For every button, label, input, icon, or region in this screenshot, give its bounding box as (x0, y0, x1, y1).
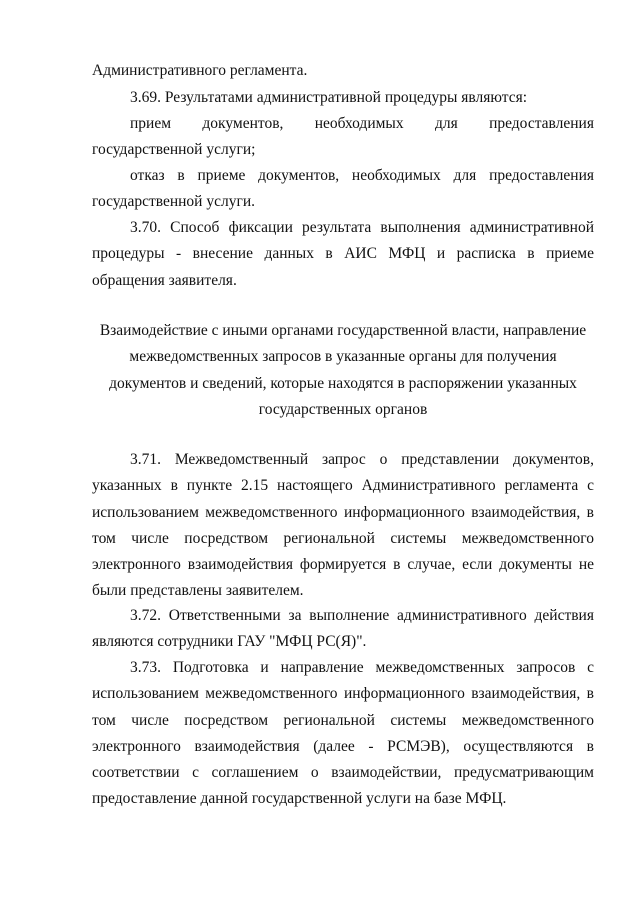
paragraph-3-69: 3.69. Результатами административной процедуры являются: (130, 89, 528, 106)
paragraph-result-refusal: отказ в приеме документов, необходимых для предоставления государственной услуги. (92, 167, 594, 211)
paragraph-3-72: 3.72. Ответственными за выполнение административного действия являются сотрудники ГАУ "МФЦ РС(Я)". (92, 607, 594, 651)
paragraph-3-71: 3.71. Межведомственный запрос о представлении документов, указанных в пункте 2.15 настоящего Административного регламента с использованием межведомственного информационного взаимодействия, в том числе посредством региональной системы межведомственного электронного взаимодействия формируется в случае, если документы не были представлены заявителем. (92, 451, 594, 600)
paragraph-3-70: 3.70. Способ фиксации результата выполнения административной процедуры - внесение данных в АИС МФЦ и расписка в приеме обращения заявителя. (92, 219, 594, 289)
paragraph-3-73: 3.73. Подготовка и направление межведомственных запросов с использованием межведомственного информационного взаимодействия, в том числе посредством региональной системы межведомственного электронного взаимодействия (далее - РСМЭВ), осуществляются в соответствии с соглашением о взаимодействии, предусматривающим предоставление данной государственной услуги на базе МФЦ. (92, 659, 594, 808)
section-heading: Взаимодействие с иными органами государственной власти, направление межведомственных запросов в указанные органы для получения документов и сведений, которые находятся в распоряжении указанных государственных органов (99, 322, 587, 418)
paragraph-continuation: Административного регламента. (92, 62, 308, 79)
paragraph-result-acceptance: прием документов, необходимых для предоставления государственной услуги; (92, 115, 594, 159)
